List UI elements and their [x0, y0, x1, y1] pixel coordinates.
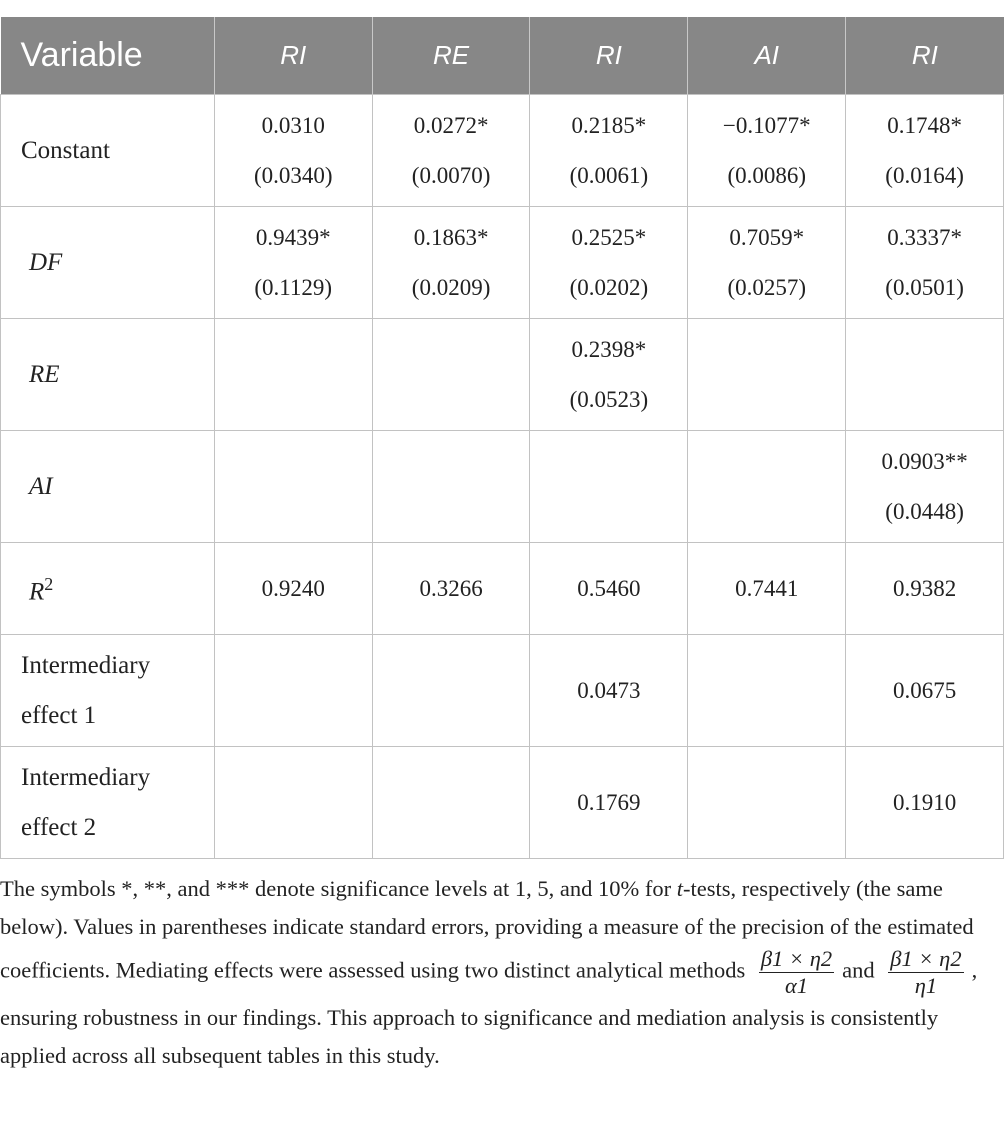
- table-cell: 0.9439* (0.1129): [214, 207, 372, 319]
- table-cell: [372, 319, 530, 431]
- row-label: Intermediary effect 2: [1, 747, 215, 859]
- table-cell: 0.0675: [846, 635, 1004, 747]
- header-variable: Variable: [1, 17, 215, 95]
- header-col-4: AI: [688, 17, 846, 95]
- table-row-intermediary-1: [1, 635, 1004, 747]
- table-cell: 0.9240: [214, 543, 372, 635]
- table-cell: 0.2398* (0.0523): [530, 319, 688, 431]
- table-cell: [688, 431, 846, 543]
- table-footnote: The symbols *, **, and *** denote significance levels at 1, 5, and 10% for t-tests, respectively (the same below). Values in parentheses indicate standard errors, providing a measure of the precision of the estimated coefficients. Mediating effects were assessed using two distinct analytical methods $\frac{\beta 1 \times \eta 2}{\alpha 1}$ and $\frac{\beta 1 \times \eta 2}{\eta 1}$ , ensuring robustness in our findings. This approach to significance and mediation analysis is consistently applied across all subsequent tables in this study.: [0, 876, 978, 1068]
- row-label: Intermediary effect 1: [1, 635, 215, 747]
- table-row-ai: [1, 431, 1004, 543]
- table-cell: [688, 635, 846, 747]
- table-cell: 0.9382: [846, 543, 1004, 635]
- table-cell: [214, 635, 372, 747]
- table-cell: 0.0310 (0.0340): [214, 95, 372, 207]
- header-col-3: RI: [530, 17, 688, 95]
- table-cell: 0.3266: [372, 543, 530, 635]
- table-row-intermediary-2: [1, 747, 1004, 859]
- header-col-2: RE: [372, 17, 530, 95]
- table-cell: [846, 319, 1004, 431]
- table-cell: 0.1748* (0.0164): [846, 95, 1004, 207]
- row-label: DF: [1, 207, 215, 319]
- table-cell: [214, 319, 372, 431]
- table-cell: 0.7441: [688, 543, 846, 635]
- table-cell: [372, 635, 530, 747]
- table-cell: 0.1769: [530, 747, 688, 859]
- table-cell: [214, 431, 372, 543]
- table-cell: 0.1863* (0.0209): [372, 207, 530, 319]
- table-cell: 0.0272* (0.0070): [372, 95, 530, 207]
- header-row: [1, 17, 1004, 95]
- table-cell: −0.1077* (0.0086): [688, 95, 846, 207]
- table-cell: 0.2185* (0.0061): [530, 95, 688, 207]
- table-row-r2: [1, 543, 1004, 635]
- table-cell: 0.5460: [530, 543, 688, 635]
- formula-fraction-1: $\frac{\beta 1 \times \eta 2}{\alpha 1}$: [760, 946, 833, 998]
- header-col-5: RI: [846, 17, 1004, 95]
- table-cell: 0.2525* (0.0202): [530, 207, 688, 319]
- formula-fraction-2: $\frac{\beta 1 \times \eta 2}{\eta 1}$: [890, 946, 962, 998]
- regression-table: [0, 17, 1004, 859]
- table-row-df: [1, 207, 1004, 319]
- header-col-1: RI: [214, 17, 372, 95]
- table-cell: [688, 319, 846, 431]
- table-cell: [214, 747, 372, 859]
- table-cell: [372, 747, 530, 859]
- row-label: $R^2$: [1, 543, 215, 635]
- table-row-constant: [1, 95, 1004, 207]
- table-cell: 0.0473: [530, 635, 688, 747]
- table-cell: [688, 747, 846, 859]
- row-label: Constant: [1, 95, 215, 207]
- table-cell: 0.3337* (0.0501): [846, 207, 1004, 319]
- table-cell: 0.7059* (0.0257): [688, 207, 846, 319]
- row-label: AI: [1, 431, 215, 543]
- table-cell: [372, 431, 530, 543]
- row-label: RE: [1, 319, 215, 431]
- table-cell: 0.1910: [846, 747, 1004, 859]
- table-row-re: [1, 319, 1004, 431]
- table-cell: 0.0903** (0.0448): [846, 431, 1004, 543]
- table-cell: [530, 431, 688, 543]
